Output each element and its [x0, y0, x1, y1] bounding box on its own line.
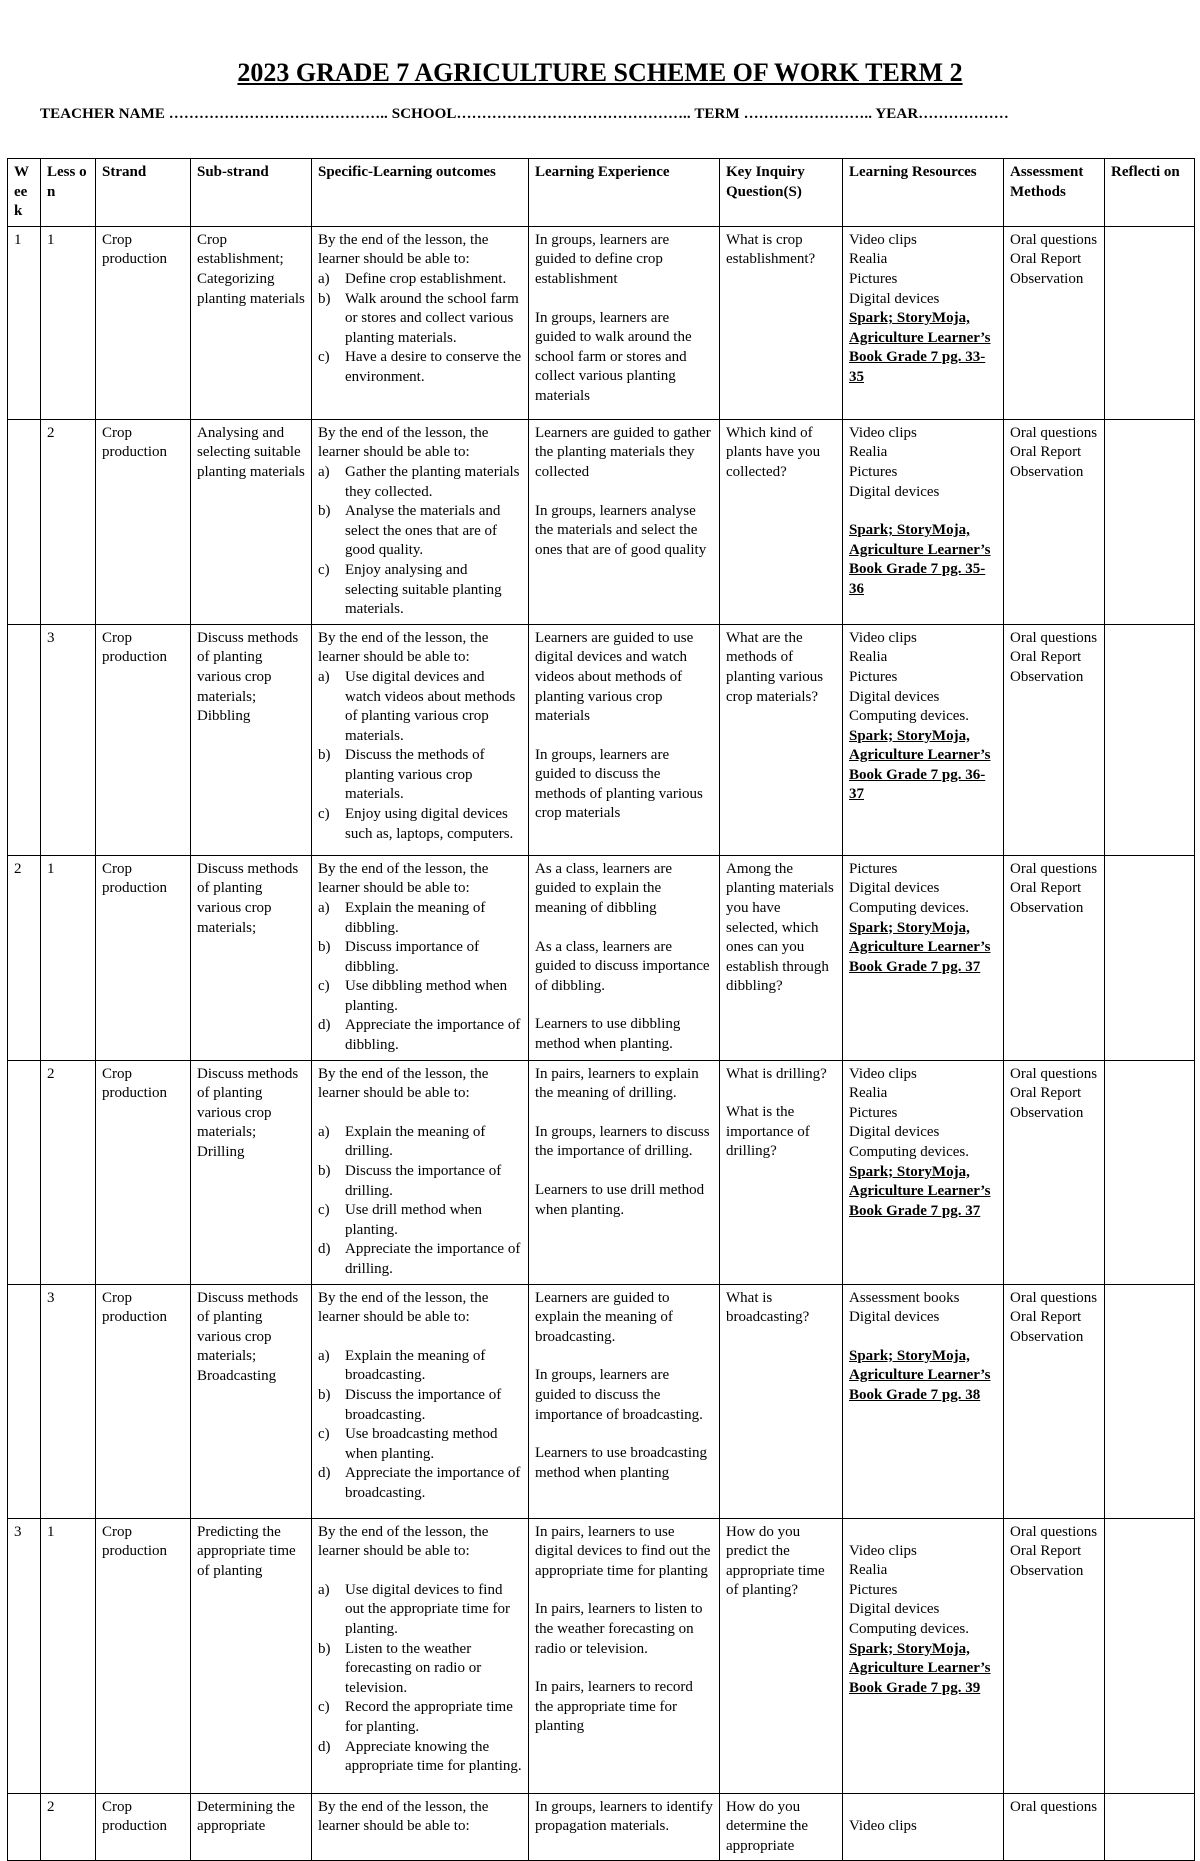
strand-text: Crop production [102, 1289, 167, 1326]
cell-reflection [1105, 855, 1195, 1060]
resource-item: Video clips [849, 424, 917, 441]
outcomes-intro: By the end of the lesson, the learner should be able to: [318, 1065, 489, 1102]
cell-resources [843, 1060, 1004, 1284]
cell-week [8, 419, 41, 624]
outcomes-list [318, 668, 522, 844]
cell-outcomes [312, 855, 529, 1060]
lesson-text: 2 [47, 424, 55, 441]
substrand-text: Discuss methods of planting various crop materials; Dibbling [197, 629, 299, 725]
outcome-item: Walk around the school farm or stores and collect various planting materials. [345, 290, 519, 346]
inquiry-item: What are the methods of planting various crop materials? [726, 629, 824, 705]
spacer [849, 1328, 997, 1347]
table-row [8, 1284, 1195, 1518]
cell-inquiry [720, 226, 843, 419]
header-outcomes: Specific-Learning outcomes [312, 159, 529, 227]
outcomes-list [318, 1123, 522, 1280]
inquiry-item: What is drilling? [726, 1065, 827, 1082]
resource-item: Digital devices [849, 1124, 940, 1141]
lesson-text: 3 [47, 1289, 55, 1306]
header-lesson: Less o n [41, 159, 96, 227]
outcomes-intro: By the end of the lesson, the learner should be able to: [318, 1798, 489, 1835]
cell-inquiry [720, 419, 843, 624]
cell-week [8, 226, 41, 419]
week-text: 1 [14, 231, 22, 248]
lesson-text: 1 [47, 231, 55, 248]
experience-item: Learners are guided to explain the meaning of broadcasting. [535, 1289, 673, 1345]
resource-item: Digital devices [849, 1601, 940, 1618]
outcome-item: Discuss the importance of drilling. [345, 1163, 502, 1199]
strand-text: Crop production [102, 1798, 167, 1835]
cell-strand [96, 855, 191, 1060]
experience-item: As a class, learners are guided to explain the meaning of dibbling [535, 860, 673, 916]
outcome-item: Listen to the weather forecasting on radio or television. [345, 1640, 482, 1696]
cell-outcomes [312, 226, 529, 419]
cell-substrand [191, 855, 312, 1060]
lesson-text: 1 [47, 1523, 55, 1540]
resource-item: Realia [849, 1085, 888, 1102]
cell-lesson [41, 1518, 96, 1793]
textbook-reference: Spark; StoryMoja, Agriculture Learner’s Book Grade 7 pg. 35-36 [849, 522, 991, 597]
cell-substrand [191, 226, 312, 419]
outcome-item: Have a desire to conserve the environment. [345, 349, 522, 385]
table-row [8, 1518, 1195, 1793]
assessment-text: Oral questions Oral Report Observation [1010, 231, 1098, 287]
experience-item: Learners to use drill method when planting. [535, 1182, 705, 1218]
spacer [535, 1659, 713, 1678]
cell-experience [529, 226, 720, 419]
resource-item: Digital devices [849, 1309, 940, 1326]
outcome-item: Enjoy using digital devices such as, laptops, computers. [345, 806, 514, 842]
outcomes-list [318, 899, 522, 1056]
resource-item: Pictures [849, 668, 898, 685]
scheme-table [7, 158, 1195, 1861]
header-reflection: Reflecti on [1105, 159, 1195, 227]
assessment-text: Oral questions [1010, 1798, 1098, 1815]
resource-item: Pictures [849, 270, 898, 287]
lesson-text: 2 [47, 1065, 55, 1082]
cell-assessment [1004, 419, 1105, 624]
outcomes-intro: By the end of the lesson, the learner should be able to: [318, 629, 489, 666]
cell-week [8, 1284, 41, 1518]
outcome-item: Discuss the methods of planting various crop materials. [345, 747, 485, 803]
textbook-reference: Spark; StoryMoja, Agriculture Learner’s Book Grade 7 pg. 37 [849, 1163, 991, 1219]
outcome-item: Use drill method when planting. [345, 1202, 483, 1238]
cell-assessment [1004, 1518, 1105, 1793]
cell-week [8, 855, 41, 1060]
experience-item: In groups, learners are guided to discuss the importance of broadcasting. [535, 1367, 703, 1423]
outcome-item: Use broadcasting method when planting. [345, 1426, 498, 1462]
outcome-item: Use dibbling method when planting. [345, 978, 508, 1014]
cell-week [8, 1793, 41, 1861]
lesson-text: 3 [47, 629, 55, 646]
resource-item: Realia [849, 649, 888, 666]
substrand-text: Crop establishment; Categorizing planting materials [197, 231, 305, 307]
cell-outcomes [312, 419, 529, 624]
cell-experience [529, 1518, 720, 1793]
cell-experience [529, 1284, 720, 1518]
cell-assessment [1004, 226, 1105, 419]
header-experience: Learning Experience [529, 159, 720, 227]
week-text: 3 [14, 1523, 22, 1540]
cell-inquiry [720, 1284, 843, 1518]
cell-reflection [1105, 624, 1195, 855]
spacer [535, 1425, 713, 1444]
cell-strand [96, 1793, 191, 1861]
header-row [8, 159, 1195, 227]
outcome-item: Define crop establishment. [345, 270, 507, 287]
experience-item: In groups, learners are guided to walk around the school farm or stores and collect various planting materials [535, 309, 692, 404]
cell-strand [96, 226, 191, 419]
resource-item: Digital devices [849, 688, 940, 705]
table-row [8, 1060, 1195, 1284]
spacer [535, 727, 713, 746]
outcomes-intro: By the end of the lesson, the learner should be able to: [318, 1289, 489, 1326]
header-substrand: Sub-strand [191, 159, 312, 227]
outcome-item: Appreciate the importance of broadcasting. [345, 1465, 521, 1501]
experience-item: In pairs, learners to use digital devices to find out the appropriate time for planting [535, 1523, 711, 1579]
strand-text: Crop production [102, 231, 167, 268]
resource-item: Video clips [849, 1817, 917, 1834]
cell-inquiry [720, 1518, 843, 1793]
cell-lesson [41, 624, 96, 855]
cell-outcomes [312, 624, 529, 855]
cell-resources [843, 624, 1004, 855]
week-text: 2 [14, 860, 22, 877]
resource-item: Digital devices [849, 880, 940, 897]
cell-lesson [41, 1060, 96, 1284]
resource-item: Realia [849, 251, 888, 268]
outcomes-list [318, 463, 522, 620]
header-strand: Strand [96, 159, 191, 227]
strand-text: Crop production [102, 1523, 167, 1560]
cell-substrand [191, 419, 312, 624]
inquiry-item: What is broadcasting? [726, 1289, 810, 1326]
inquiry-item: What is the importance of drilling? [726, 1104, 810, 1160]
outcome-item: Enjoy analysing and selecting suitable planting materials. [345, 561, 502, 618]
cell-reflection [1105, 226, 1195, 419]
cell-resources [843, 1284, 1004, 1518]
strand-text: Crop production [102, 860, 167, 897]
cell-lesson [41, 1284, 96, 1518]
assessment-text: Oral questions Oral Report Observation [1010, 1065, 1098, 1121]
spacer [535, 1347, 713, 1366]
cell-lesson [41, 855, 96, 1060]
spacer [535, 290, 713, 309]
cell-strand [96, 1518, 191, 1793]
cell-substrand [191, 1060, 312, 1284]
cell-outcomes [312, 1060, 529, 1284]
spacer [535, 919, 713, 938]
textbook-reference: Spark; StoryMoja, Agriculture Learner’s Book Grade 7 pg. 39 [849, 1640, 991, 1696]
cell-substrand [191, 624, 312, 855]
outcome-item: Discuss importance of dibbling. [345, 939, 480, 975]
cell-experience [529, 624, 720, 855]
experience-item: Learners are guided to use digital devices and watch videos about methods of planting various crop materials [535, 629, 694, 725]
outcomes-list [318, 1581, 522, 1777]
table-row [8, 419, 1195, 624]
cell-assessment [1004, 855, 1105, 1060]
cell-substrand [191, 1284, 312, 1518]
outcome-item: Use digital devices and watch videos about methods of planting various crop materials. [345, 668, 516, 744]
spacer [535, 1104, 713, 1123]
assessment-text: Oral questions Oral Report Observation [1010, 860, 1098, 916]
cell-lesson [41, 419, 96, 624]
header-assessment: Assessment Methods [1004, 159, 1105, 227]
substrand-text: Predicting the appropriate time of planting [197, 1523, 296, 1579]
spacer [726, 1084, 836, 1103]
resource-item: Digital devices [849, 290, 940, 307]
outcome-item: Appreciate the importance of drilling. [345, 1241, 521, 1277]
textbook-reference: Spark; StoryMoja, Agriculture Learner’s Book Grade 7 pg. 36-37 [849, 727, 991, 803]
assessment-text: Oral questions Oral Report Observation [1010, 629, 1098, 685]
cell-experience [529, 419, 720, 624]
experience-item: In groups, learners are guided to discuss the methods of planting various crop materials [535, 746, 703, 822]
substrand-text: Discuss methods of planting various crop materials; [197, 860, 299, 936]
outcome-item: Appreciate knowing the appropriate time for planting. [345, 1738, 522, 1775]
spacer [849, 1523, 997, 1542]
experience-item: Learners are guided to gather the planting materials they collected [535, 424, 711, 480]
inquiry-item: What is crop establishment? [726, 231, 816, 268]
cell-assessment [1004, 1060, 1105, 1284]
outcome-item: Record the appropriate time for planting. [345, 1699, 513, 1735]
resource-item: Pictures [849, 860, 898, 877]
inquiry-item: Among the planting materials you have selected, which ones can you establish through dibbling? [726, 860, 834, 995]
header-resources: Learning Resources [843, 159, 1004, 227]
lesson-text: 1 [47, 860, 55, 877]
inquiry-item: How do you determine the appropriate [726, 1798, 809, 1854]
outcome-item: Explain the meaning of dibbling. [345, 899, 486, 936]
cell-resources [843, 855, 1004, 1060]
inquiry-item: How do you predict the appropriate time of planting? [726, 1523, 825, 1599]
outcome-item: Use digital devices to find out the appropriate time for planting. [345, 1581, 510, 1637]
resource-item: Video clips [849, 629, 917, 646]
table-row [8, 1793, 1195, 1861]
experience-item: In groups, learners analyse the materials and select the ones that are of good quality [535, 502, 707, 558]
outcome-item: Gather the planting materials they collected. [345, 463, 520, 500]
cell-strand [96, 1060, 191, 1284]
cell-week [8, 1060, 41, 1284]
resource-item: Computing devices. [849, 708, 969, 725]
outcome-item: Discuss the importance of broadcasting. [345, 1386, 502, 1423]
experience-item: In groups, learners to identify propagation materials. [535, 1798, 713, 1835]
outcome-item: Explain the meaning of drilling. [345, 1123, 486, 1160]
outcomes-intro: By the end of the lesson, the learner should be able to: [318, 1523, 489, 1560]
spacer [535, 483, 713, 502]
outcomes-list [318, 1347, 522, 1504]
outcomes-intro: By the end of the lesson, the learner should be able to: [318, 860, 489, 897]
cell-strand [96, 1284, 191, 1518]
resource-item: Digital devices [849, 483, 940, 500]
resource-item: Video clips [849, 231, 917, 248]
resource-item: Computing devices. [849, 1620, 969, 1637]
table-row [8, 624, 1195, 855]
spacer [535, 996, 713, 1015]
teacher-details-line: TEACHER NAME …………………………………….. SCHOOL……………………………………….. TERM …………………….. YEAR……………… [40, 106, 1009, 122]
cell-reflection [1105, 1284, 1195, 1518]
outcome-item: Appreciate the importance of dibbling. [345, 1017, 521, 1054]
strand-text: Crop production [102, 424, 167, 461]
experience-item: In groups, learners are guided to define crop establishment [535, 231, 670, 287]
strand-text: Crop production [102, 1065, 167, 1102]
cell-inquiry [720, 855, 843, 1060]
cell-inquiry [720, 1793, 843, 1861]
resource-item: Realia [849, 1562, 888, 1579]
substrand-text: Discuss methods of planting various crop materials; Broadcasting [197, 1289, 299, 1384]
strand-text: Crop production [102, 629, 167, 666]
header-week: W ee k [8, 159, 41, 227]
table-row [8, 855, 1195, 1060]
assessment-text: Oral questions Oral Report Observation [1010, 1289, 1098, 1345]
experience-item: Learners to use broadcasting method when planting [535, 1445, 708, 1481]
outcome-item: Analyse the materials and select the ones that are of good quality. [345, 503, 501, 559]
cell-reflection [1105, 1518, 1195, 1793]
experience-item: In pairs, learners to record the appropriate time for planting [535, 1679, 693, 1735]
cell-reflection [1105, 1060, 1195, 1284]
resource-item: Assessment books [849, 1289, 960, 1306]
spacer [318, 1104, 522, 1123]
spacer [849, 502, 997, 521]
document-title: 2023 GRADE 7 AGRICULTURE SCHEME OF WORK TERM 2 [237, 58, 963, 87]
cell-outcomes [312, 1284, 529, 1518]
cell-lesson [41, 226, 96, 419]
spacer [849, 1798, 997, 1817]
spacer [318, 1562, 522, 1581]
cell-resources [843, 419, 1004, 624]
outcomes-intro: By the end of the lesson, the learner should be able to: [318, 231, 489, 268]
assessment-text: Oral questions Oral Report Observation [1010, 424, 1098, 480]
cell-reflection [1105, 419, 1195, 624]
cell-outcomes [312, 1518, 529, 1793]
substrand-text: Analysing and selecting suitable planting materials [197, 424, 305, 480]
cell-experience [529, 1060, 720, 1284]
resource-item: Realia [849, 444, 888, 461]
cell-experience [529, 855, 720, 1060]
cell-assessment [1004, 624, 1105, 855]
cell-inquiry [720, 1060, 843, 1284]
experience-item: As a class, learners are guided to discuss importance of dibbling. [535, 938, 710, 994]
outcomes-intro: By the end of the lesson, the learner should be able to: [318, 424, 489, 461]
substrand-text: Discuss methods of planting various crop materials; Drilling [197, 1065, 299, 1161]
cell-outcomes [312, 1793, 529, 1861]
lesson-text: 2 [47, 1798, 55, 1815]
spacer [318, 1328, 522, 1347]
outcome-item: Explain the meaning of broadcasting. [345, 1347, 486, 1384]
resource-item: Video clips [849, 1065, 917, 1082]
resource-item: Video clips [849, 1542, 917, 1559]
experience-item: In pairs, learners to listen to the weather forecasting on radio or television. [535, 1601, 703, 1657]
experience-item: Learners to use dibbling method when planting. [535, 1016, 681, 1052]
spacer [535, 1581, 713, 1600]
cell-substrand [191, 1518, 312, 1793]
inquiry-item: Which kind of plants have you collected? [726, 424, 821, 480]
substrand-text: Determining the appropriate [197, 1798, 295, 1835]
textbook-reference: Spark; StoryMoja, Agriculture Learner’s Book Grade 7 pg. 33-35 [849, 310, 991, 385]
outcomes-list [318, 270, 522, 388]
cell-assessment [1004, 1793, 1105, 1861]
cell-experience [529, 1793, 720, 1861]
header-inquiry: Key Inquiry Question(S) [720, 159, 843, 227]
cell-strand [96, 624, 191, 855]
cell-assessment [1004, 1284, 1105, 1518]
experience-item: In pairs, learners to explain the meaning of drilling. [535, 1065, 699, 1102]
textbook-reference: Spark; StoryMoja, Agriculture Learner’s Book Grade 7 pg. 38 [849, 1347, 991, 1403]
table-row [8, 226, 1195, 419]
spacer [535, 1162, 713, 1181]
assessment-text: Oral questions Oral Report Observation [1010, 1523, 1098, 1579]
cell-reflection [1105, 1793, 1195, 1861]
resource-item: Pictures [849, 1104, 898, 1121]
experience-item: In groups, learners to discuss the importance of drilling. [535, 1123, 710, 1160]
cell-inquiry [720, 624, 843, 855]
cell-strand [96, 419, 191, 624]
cell-resources [843, 1793, 1004, 1861]
cell-week [8, 624, 41, 855]
resource-item: Pictures [849, 1581, 898, 1598]
cell-substrand [191, 1793, 312, 1861]
cell-week [8, 1518, 41, 1793]
cell-lesson [41, 1793, 96, 1861]
textbook-reference: Spark; StoryMoja, Agriculture Learner’s Book Grade 7 pg. 37 [849, 919, 991, 975]
resource-item: Pictures [849, 463, 898, 480]
cell-resources [843, 1518, 1004, 1793]
resource-item: Computing devices. [849, 899, 969, 916]
cell-resources [843, 226, 1004, 419]
resource-item: Computing devices. [849, 1144, 969, 1161]
